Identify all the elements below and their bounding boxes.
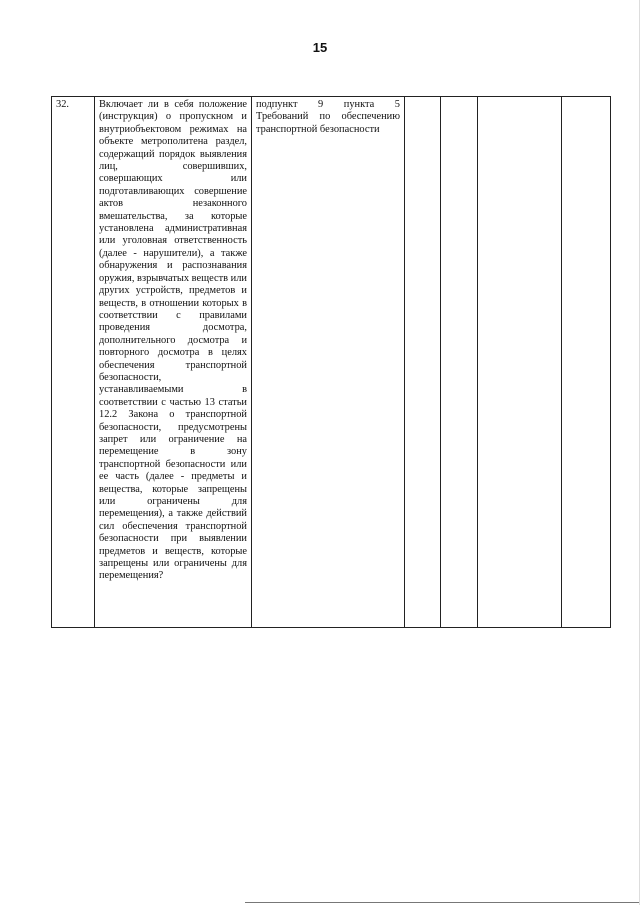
note-cell[interactable] — [562, 97, 611, 628]
row-number: 32. — [52, 97, 95, 628]
requirements-table — [51, 96, 611, 628]
answer-na-cell[interactable] — [478, 97, 562, 628]
reference-cell: подпункт 9 пункта 5 Требований по обеспечению транспортной безопасности — [252, 97, 405, 628]
table-row — [52, 97, 611, 628]
answer-no-cell[interactable] — [441, 97, 478, 628]
question-text: Включает ли в себя положение (инструкция) о пропускном и внутриобъектовом режимах на объекте метрополитена раздел, содержащий порядок выявления лиц, совершивших, совершающих или подготавливающих совершение актов незаконного вмешательства, за которые установлена административная или уголовная ответственность (далее - нарушители), а также обнаружения и распознавания оружия, взрывчатых веществ или других устройств, предметов и веществ, в отношении которых в соответствии с правилами проведения досмотра, дополнительного досмотра и повторного досмотра в целях обеспечения транспортной безопасности, устанавливаемыми в соответствии с частью 13 статьи 12.2 Закона о транспортной безопасности, предусмотрены запрет или ограничение на перемещение в зону транспортной безопасности или ее часть (далее - предметы и вещества, которые запрещены или ограничены для перемещения), а также действий сил обеспечения транспортной безопасности при выявлении предметов и веществ, которые запрещены или ограничены для перемещения? — [99, 99, 247, 582]
page-number: 15 — [312, 40, 328, 55]
question-cell — [95, 97, 252, 628]
scan-bottom-edge — [245, 902, 640, 903]
answer-yes-cell[interactable] — [405, 97, 441, 628]
